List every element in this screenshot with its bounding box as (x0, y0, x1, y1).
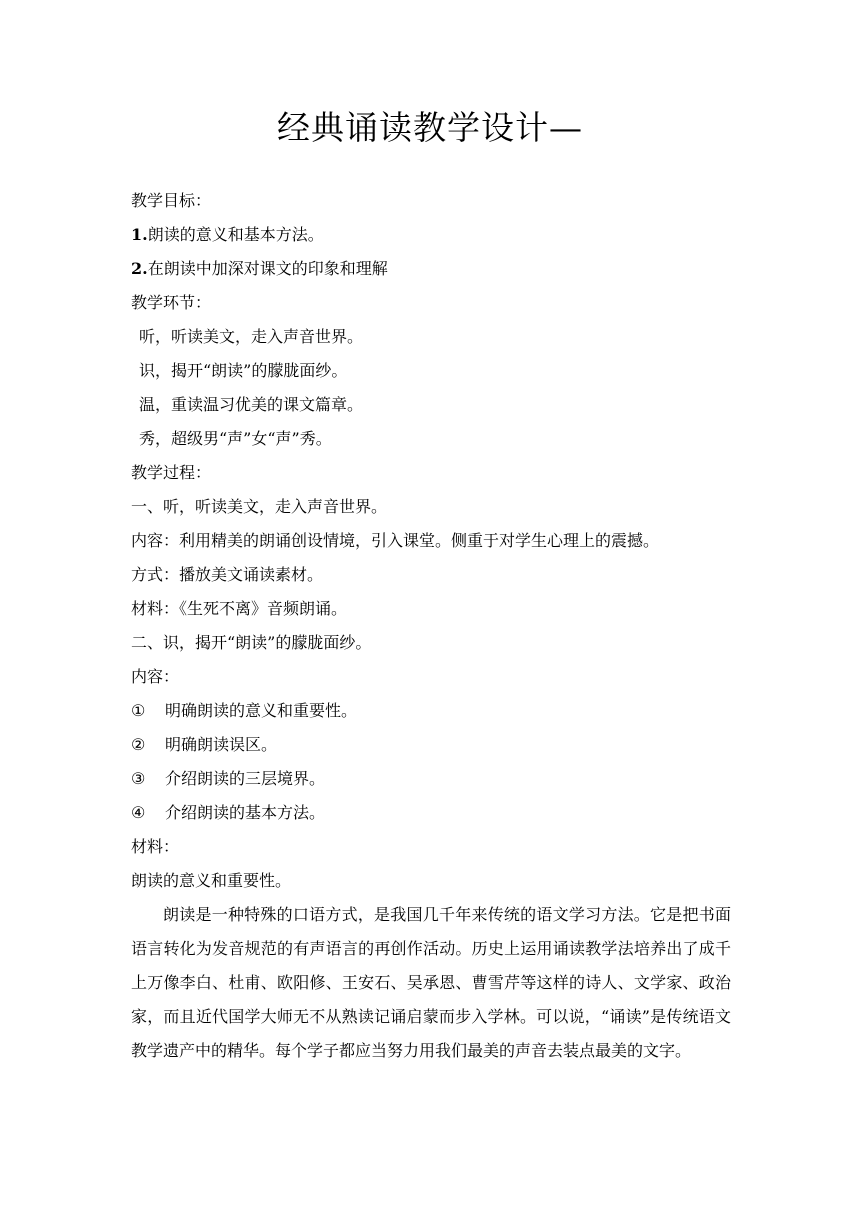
objective-text: 在朗读中加深对课文的印象和理解 (147, 259, 388, 278)
stage-item: 秀，超级男“声”女“声”秀。 (139, 429, 332, 448)
objective-number: 1. (131, 225, 148, 244)
objectives-heading: 教学目标： (131, 191, 212, 210)
stages-heading: 教学环节： (131, 293, 212, 312)
objective-item (131, 252, 731, 286)
section-content: 内容：利用精美的朗诵创设情境，引入课堂。侧重于对学生心理上的震撼。 (131, 531, 660, 550)
list-text: 介绍朗读的基本方法。 (165, 803, 326, 822)
process-heading: 教学过程： (131, 463, 212, 482)
list-item (131, 762, 731, 796)
stage-item: 温，重读温习优美的课文篇章。 (139, 395, 364, 414)
section-material: 材料：《生死不离》音频朗诵。 (131, 599, 348, 618)
body-paragraph: 朗读是一种特殊的口语方式，是我国几千年来传统的语文学习方法。它是把书面语言转化为发音规范的有声语言的再创作活动。历史上运用诵读教学法培养出了成千上万像李白、杜甫、欧阳修、王安石、吴承恩、曹雪芹等这样的诗人、文学家、政治家，而且近代国学大师无不从熟读记诵启蒙而步入学林。可以说，“诵读”是传统语文教学遗产中的精华。每个学子都应当努力用我们最美的声音去装点最美的文字。 (131, 905, 731, 1060)
list-item (131, 728, 731, 762)
sub-heading: 朗读的意义和重要性。 (131, 871, 292, 890)
material-label: 材料： (131, 837, 180, 856)
list-item (131, 694, 731, 728)
content-label: 内容： (131, 667, 180, 686)
document-title: 经典诵读教学设计— (277, 108, 583, 147)
list-marker: ① (131, 701, 146, 720)
section-method: 方式：播放美文诵读素材。 (131, 565, 324, 584)
section-heading: 一、听，听读美文，走入声音世界。 (131, 497, 388, 516)
document-body (131, 184, 731, 1068)
objective-number: 2. (131, 259, 148, 278)
list-text: 明确朗读误区。 (165, 735, 278, 754)
stage-item: 识，揭开“朗读”的朦胧面纱。 (139, 361, 348, 380)
list-item (131, 796, 731, 830)
list-marker: ② (131, 735, 146, 754)
list-marker: ④ (131, 803, 146, 822)
list-marker: ③ (131, 769, 146, 788)
list-text: 明确朗读的意义和重要性。 (165, 701, 358, 720)
objective-item (131, 218, 731, 252)
stage-item: 听，听读美文，走入声音世界。 (139, 327, 364, 346)
list-text: 介绍朗读的三层境界。 (165, 769, 326, 788)
section-heading: 二、识，揭开“朗读”的朦胧面纱。 (131, 633, 372, 652)
objective-text: 朗读的意义和基本方法。 (147, 225, 324, 244)
